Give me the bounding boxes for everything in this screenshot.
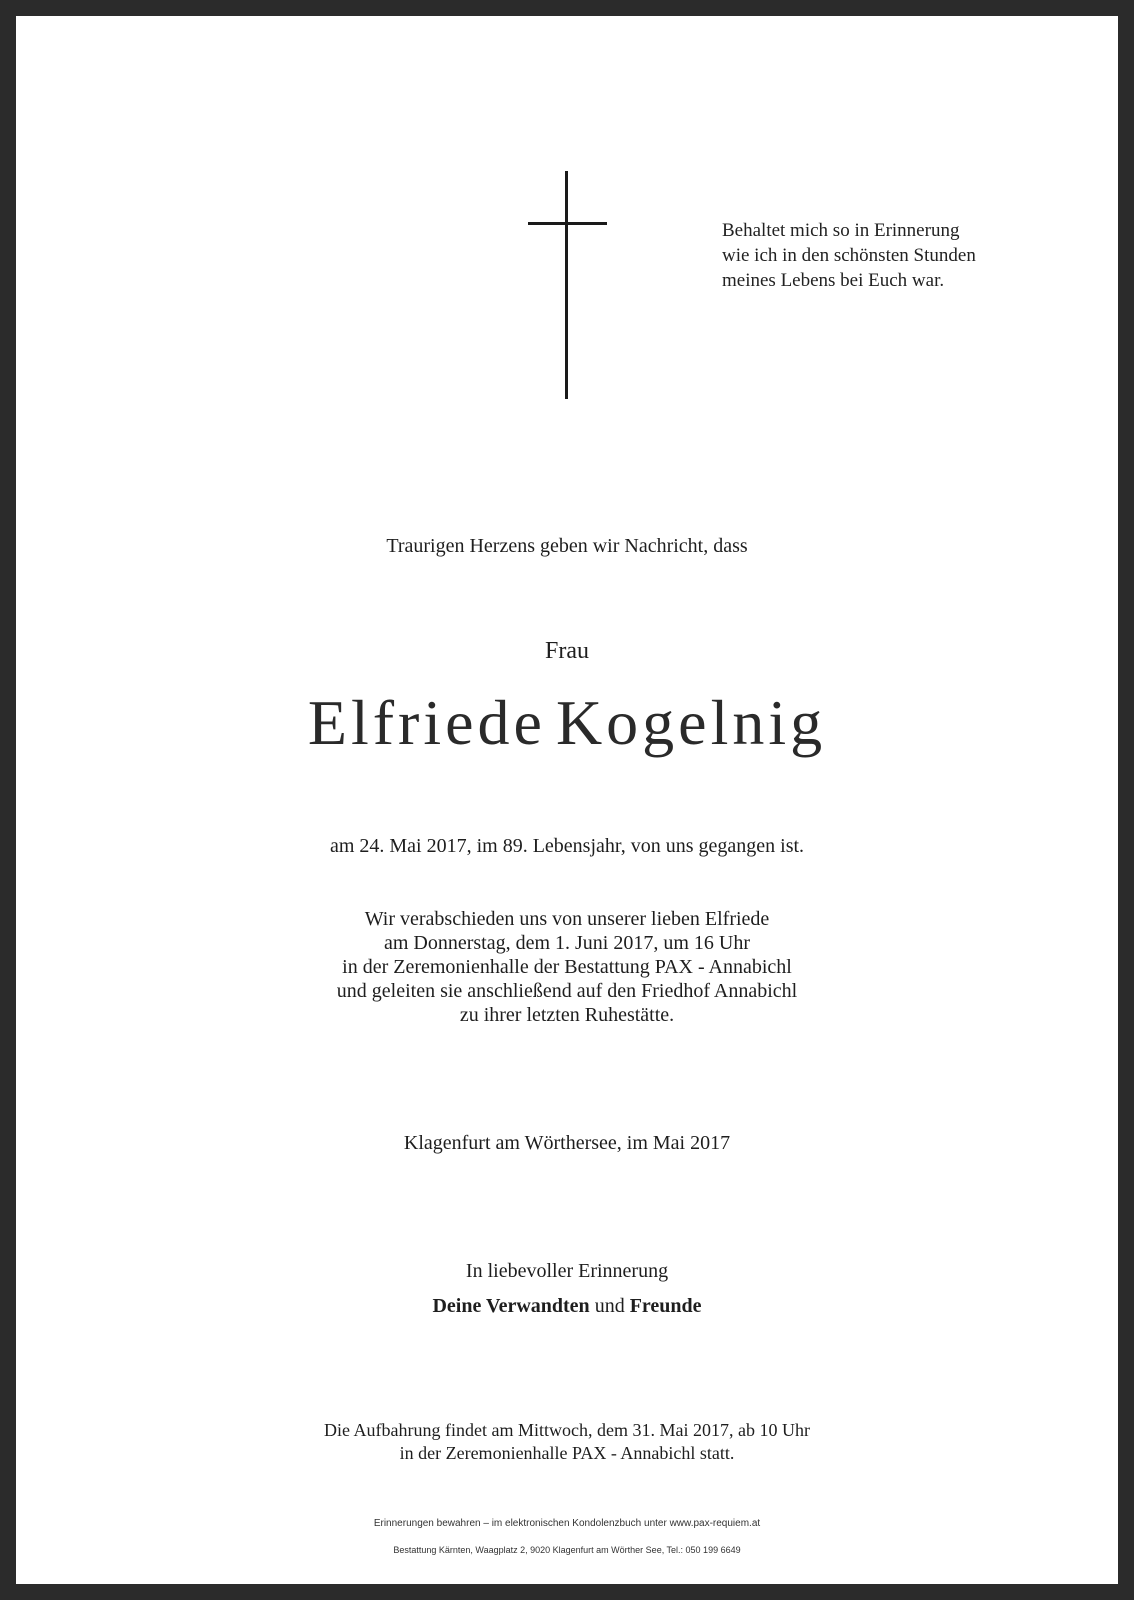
viewing-line: Die Aufbahrung findet am Mittwoch, dem 31. Mai 2017, ab 10 Uhr — [324, 1420, 810, 1440]
service-line: und geleiten sie anschließend auf den Friedhof Annabichl — [336, 980, 798, 1002]
verse-line: Behaltet mich so in Erinnerung — [722, 220, 960, 241]
deceased-name — [0, 683, 1134, 763]
footer-address: Bestattung Kärnten, Waagplatz 2, 9020 Klagenfurt am Wörther See, Tel.: 050 199 6649 — [393, 1545, 741, 1555]
cross-horizontal-bar — [528, 222, 607, 225]
signers — [0, 1295, 1134, 1318]
service-line: in der Zeremonienhalle der Bestattung PAX - Annabichl — [342, 956, 792, 978]
cross-vertical-bar — [565, 171, 568, 399]
death-notice: am 24. Mai 2017, im 89. Lebensjahr, von uns gegangen ist. — [329, 835, 805, 857]
first-name: Elfriede — [307, 687, 546, 758]
last-name: Kogelnig — [555, 687, 827, 758]
service-line: zu ihrer letzten Ruhestätte. — [459, 1004, 675, 1026]
viewing-line: in der Zeremonienhalle PAX - Annabichl statt. — [399, 1443, 735, 1463]
place-and-date: Klagenfurt am Wörthersee, im Mai 2017 — [403, 1132, 731, 1154]
verse-line: wie ich in den schönsten Stunden — [722, 245, 976, 266]
memorial-verse — [722, 218, 976, 293]
signers-relatives: Deine Verwandten — [432, 1295, 590, 1317]
service-details — [0, 907, 1134, 1027]
viewing-notice — [0, 1419, 1134, 1465]
verse-line: meines Lebens bei Euch war. — [722, 270, 945, 291]
footer-condolence: Erinnerungen bewahren – im elektronischen Kondolenzbuch unter www.pax-requiem.at — [373, 1518, 761, 1529]
intro-text: Traurigen Herzens geben wir Nachricht, dass — [386, 535, 748, 557]
signers-friends: Freunde — [629, 1295, 702, 1317]
service-line: am Donnerstag, dem 1. Juni 2017, um 16 Uhr — [383, 932, 751, 954]
memory-line: In liebevoller Erinnerung — [465, 1260, 669, 1282]
service-line: Wir verabschieden uns von unserer lieben Elfriede — [364, 908, 770, 930]
salutation: Frau — [545, 638, 589, 664]
signers-and: und — [594, 1295, 625, 1317]
